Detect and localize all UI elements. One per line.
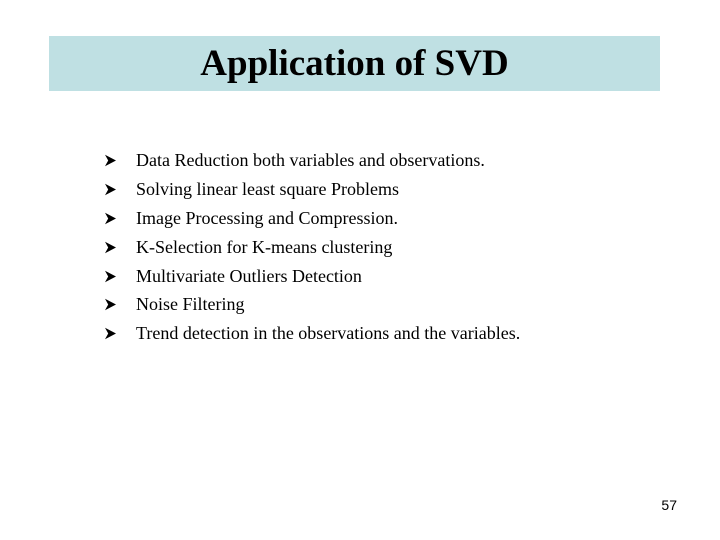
list-item: [104, 290, 520, 319]
title-bar: [49, 36, 660, 91]
arrowhead-bullet-icon: [104, 154, 136, 167]
page-number: 57: [661, 497, 677, 513]
list-item: [104, 233, 520, 262]
slide-title: Application of SVD: [200, 43, 509, 84]
bullet-text: Solving linear least square Problems: [136, 178, 399, 199]
bullet-text: Data Reduction both variables and observations.: [136, 149, 485, 170]
bullet-text: Noise Filtering: [136, 294, 245, 315]
list-item: [104, 146, 520, 175]
bullet-text: Image Processing and Compression.: [136, 207, 398, 228]
arrowhead-bullet-icon: [104, 241, 136, 254]
list-item: [104, 319, 520, 348]
bullet-list: [104, 146, 520, 348]
list-item: [104, 262, 520, 291]
arrowhead-bullet-icon: [104, 212, 136, 225]
bullet-text: Multivariate Outliers Detection: [136, 265, 362, 286]
list-item: [104, 204, 520, 233]
bullet-text: K-Selection for K-means clustering: [136, 236, 393, 257]
arrowhead-bullet-icon: [104, 327, 136, 340]
bullet-text: Trend detection in the observations and the variables.: [136, 323, 521, 344]
list-item: [104, 175, 520, 204]
arrowhead-bullet-icon: [104, 270, 136, 283]
arrowhead-bullet-icon: [104, 183, 136, 196]
arrowhead-bullet-icon: [104, 298, 136, 311]
